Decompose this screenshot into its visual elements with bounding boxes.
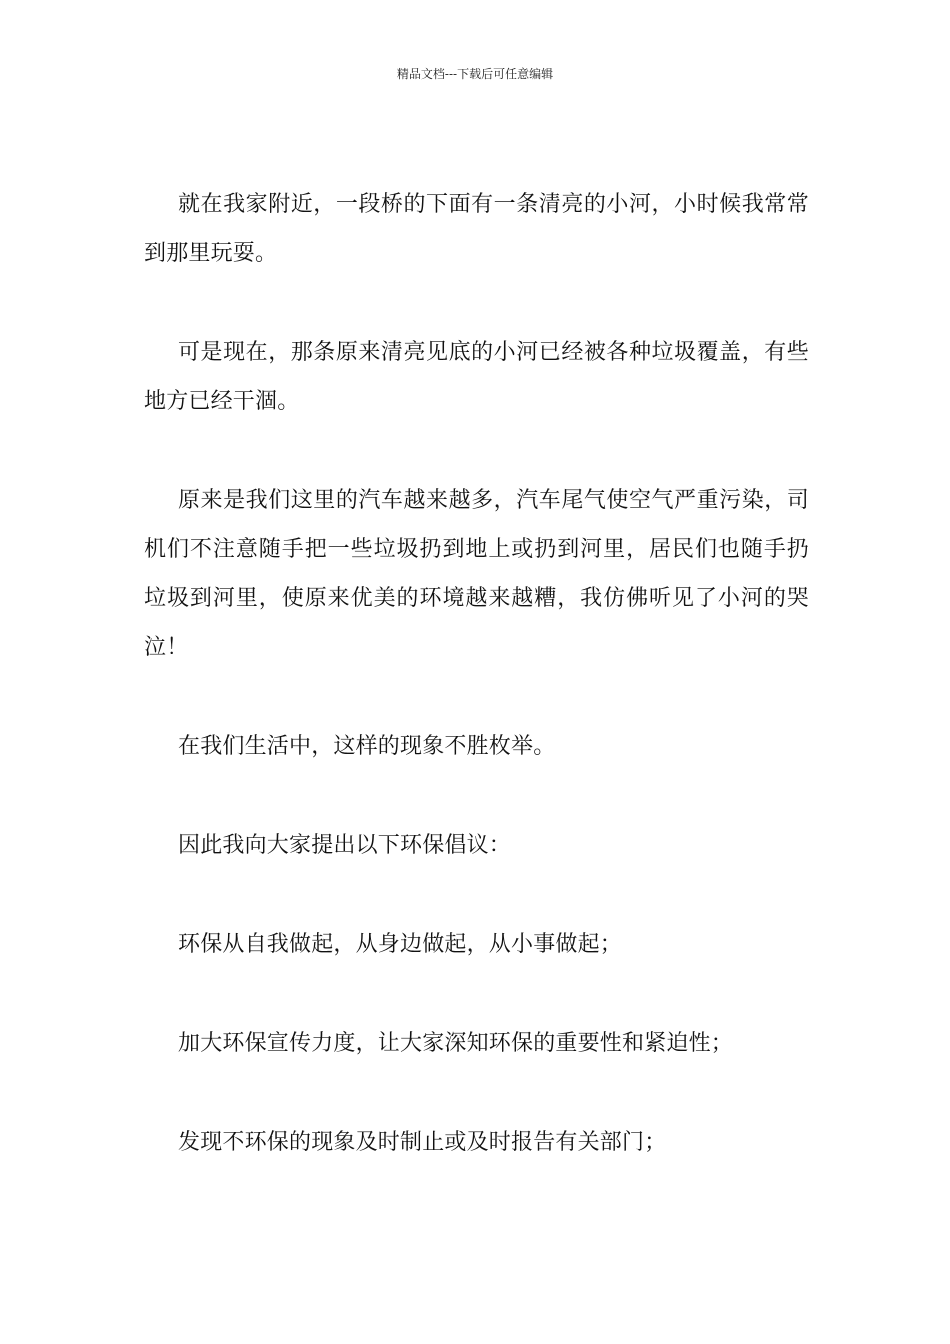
paragraph-8: 发现不环保的现象及时制止或及时报告有关部门；	[178, 1130, 667, 1155]
paragraph-6: 环保从自我做起，从身边做起，从小事做起；	[178, 932, 623, 957]
paragraph-3: 原来是我们这里的汽车越来越多，汽车尾气使空气严重污染，司机们不注意随手把一些垃圾扔到地上或扔到河里，居民们也随手扔垃圾到河里，使原来优美的环境越来越糟，我仿佛听见了小河的哭泣！	[144, 488, 809, 660]
paragraph-5: 因此我向大家提出以下环保倡议：	[178, 833, 512, 858]
paragraph-2: 可是现在，那条原来清亮见底的小河已经被各种垃圾覆盖，有些地方已经干涸。	[144, 340, 809, 414]
paragraph-7: 加大环保宣传力度，让大家深知环保的重要性和紧迫性；	[178, 1031, 734, 1056]
document-body	[144, 180, 809, 1217]
paragraph-1: 就在我家附近，一段桥的下面有一条清亮的小河，小时候我常常到那里玩耍。	[144, 192, 809, 266]
paragraph-4: 在我们生活中，这样的现象不胜枚举。	[178, 734, 556, 759]
page-header: 精品文档---下载后可任意编辑	[396, 67, 554, 81]
